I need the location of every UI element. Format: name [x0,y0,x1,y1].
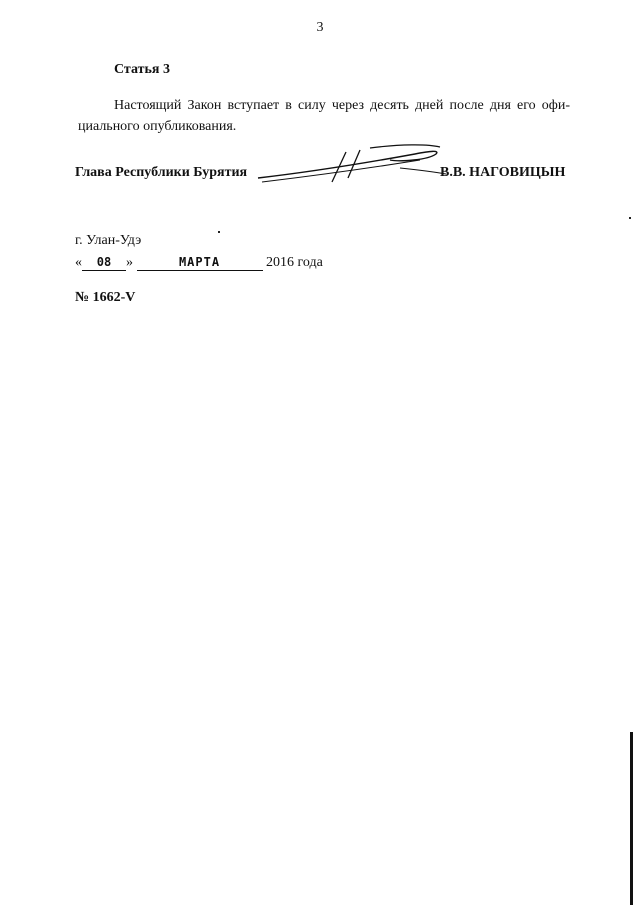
date-month: МАРТА [137,255,263,271]
handwritten-signature [250,138,450,194]
date-day: 08 [82,255,126,271]
article-body-line-1: Настоящий Закон вступает в силу через десять дней после дня его офи- [114,98,570,113]
date-year: 2016 года [266,255,323,270]
date-close-quote: » [126,255,133,270]
article-body [78,95,570,137]
page-number: 3 [316,20,324,35]
date-open-quote: « [75,255,82,270]
article-body-line-2: циального опубликования. [78,119,237,134]
signer-title: Глава Республики Бурятия [75,165,248,180]
scan-speck [218,231,220,233]
article-title: Статья 3 [114,62,170,77]
signer-name: В.В. НАГОВИЦЫН [440,165,566,180]
law-number: № 1662-V [75,290,136,305]
place-of-signing: г. Улан-Удэ [75,233,142,248]
scan-speck [629,217,631,219]
date-of-signing [75,255,323,271]
scan-edge-line [630,732,633,905]
